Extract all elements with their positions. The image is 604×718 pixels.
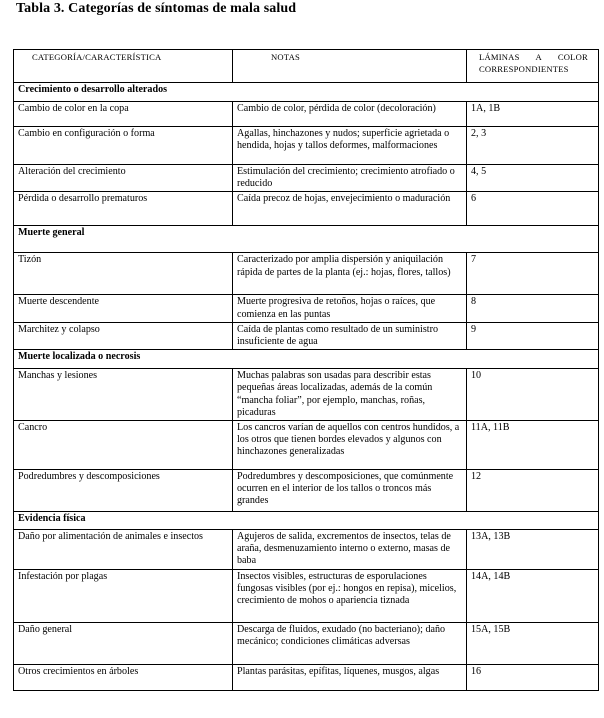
section-row [14, 512, 599, 530]
category-cell: Otros crecimientos en árboles [14, 664, 233, 690]
plates-cell: 14A, 14B [467, 569, 599, 622]
plates-cell: 10 [467, 369, 599, 421]
header-category: CATEGORÍA/CARACTERÍSTICA [14, 50, 233, 83]
table-header-row [14, 50, 599, 83]
section-title: Muerte localizada o necrosis [14, 350, 599, 369]
category-cell: Muerte descendente [14, 295, 233, 322]
header-plates-line1 [479, 51, 594, 63]
header-plates [467, 50, 599, 83]
notes-cell: Caracterizado por amplia dispersión y aniquilación rápida de partes de la planta (ej.: hojas, flores, tallos) [233, 253, 467, 295]
notes-cell: Estimulación del crecimiento; crecimiento atrofiado o reducido [233, 165, 467, 192]
category-cell: Tizón [14, 253, 233, 295]
table-row [14, 369, 599, 421]
category-cell: Alteración del crecimiento [14, 165, 233, 192]
table-row [14, 253, 599, 295]
plates-cell: 16 [467, 664, 599, 690]
plates-cell: 9 [467, 322, 599, 349]
category-cell: Cambio en configuración o forma [14, 127, 233, 165]
section-title: Evidencia física [14, 512, 599, 530]
plates-cell: 1A, 1B [467, 102, 599, 127]
plates-cell: 13A, 13B [467, 530, 599, 570]
symptoms-table [13, 49, 599, 691]
plates-cell: 7 [467, 253, 599, 295]
section-row [14, 226, 599, 253]
table-row [14, 192, 599, 226]
plates-cell: 15A, 15B [467, 622, 599, 664]
notes-cell: Podredumbres y descomposiciones, que comúnmente ocurren en el interior de los tallos o troncos más grandes [233, 470, 467, 512]
category-cell: Podredumbres y descomposiciones [14, 470, 233, 512]
header-plates-word2: A [535, 52, 542, 62]
table-body [14, 50, 599, 691]
notes-cell: Muerte progresiva de retoños, hojas o raíces, que comienza en las puntas [233, 295, 467, 322]
notes-cell: Agallas, hinchazones y nudos; superficie agrietada o hendida, hojas y tallos deformes, malformaciones [233, 127, 467, 165]
category-cell: Pérdida o desarrollo prematuros [14, 192, 233, 226]
table-row [14, 421, 599, 470]
category-cell: Manchas y lesiones [14, 369, 233, 421]
category-cell: Daño general [14, 622, 233, 664]
section-title: Muerte general [14, 226, 599, 253]
plates-cell: 11A, 11B [467, 421, 599, 470]
table-row [14, 569, 599, 622]
header-plates-word3: COLOR [557, 52, 588, 62]
table-row [14, 664, 599, 690]
table-row [14, 470, 599, 512]
header-notes: NOTAS [233, 50, 467, 83]
table-row [14, 127, 599, 165]
category-cell: Daño por alimentación de animales e insectos [14, 530, 233, 570]
notes-cell: Muchas palabras son usadas para describir estas pequeñas áreas localizadas, además de la común “mancha foliar”, por ejemplo, manchas, roñas, picaduras [233, 369, 467, 421]
category-cell: Cambio de color en la copa [14, 102, 233, 127]
plates-cell: 6 [467, 192, 599, 226]
notes-cell: Caída de plantas como resultado de un suministro insuficiente de agua [233, 322, 467, 349]
notes-cell: Los cancros varían de aquellos con centros hundidos, a los otros que tienen bordes elevados y algunos con hinchazones generalizadas [233, 421, 467, 470]
header-plates-line2: CORRESPONDIENTES [479, 64, 569, 74]
notes-cell: Cambio de color, pérdida de color (decoloración) [233, 102, 467, 127]
table-row [14, 622, 599, 664]
section-row [14, 350, 599, 369]
notes-cell: Descarga de fluidos, exudado (no bacteriano); daño mecánico; condiciones climáticas adversas [233, 622, 467, 664]
section-row [14, 83, 599, 102]
plates-cell: 4, 5 [467, 165, 599, 192]
table-row [14, 295, 599, 322]
table-title: Tabla 3. Categorías de síntomas de mala salud [16, 1, 297, 16]
notes-cell: Caída precoz de hojas, envejecimiento o maduración [233, 192, 467, 226]
notes-cell: Plantas parásitas, epífitas, líquenes, musgos, algas [233, 664, 467, 690]
notes-cell: Insectos visibles, estructuras de esporulaciones fungosas visibles (por ej.: hongos en repisa), micelios, crecimiento de mohos o apariencia tiznada [233, 569, 467, 622]
plates-cell: 2, 3 [467, 127, 599, 165]
table-row [14, 530, 599, 570]
header-plates-word1: LÁMINAS [479, 52, 520, 62]
section-title: Crecimiento o desarrollo alterados [14, 83, 599, 102]
plates-cell: 12 [467, 470, 599, 512]
category-cell: Infestación por plagas [14, 569, 233, 622]
category-cell: Marchitez y colapso [14, 322, 233, 349]
table-row [14, 322, 599, 349]
notes-cell: Agujeros de salida, excrementos de insectos, telas de araña, desmenuzamiento interno o externo, masas de baba [233, 530, 467, 570]
table-row [14, 165, 599, 192]
category-cell: Cancro [14, 421, 233, 470]
plates-cell: 8 [467, 295, 599, 322]
table-row [14, 102, 599, 127]
